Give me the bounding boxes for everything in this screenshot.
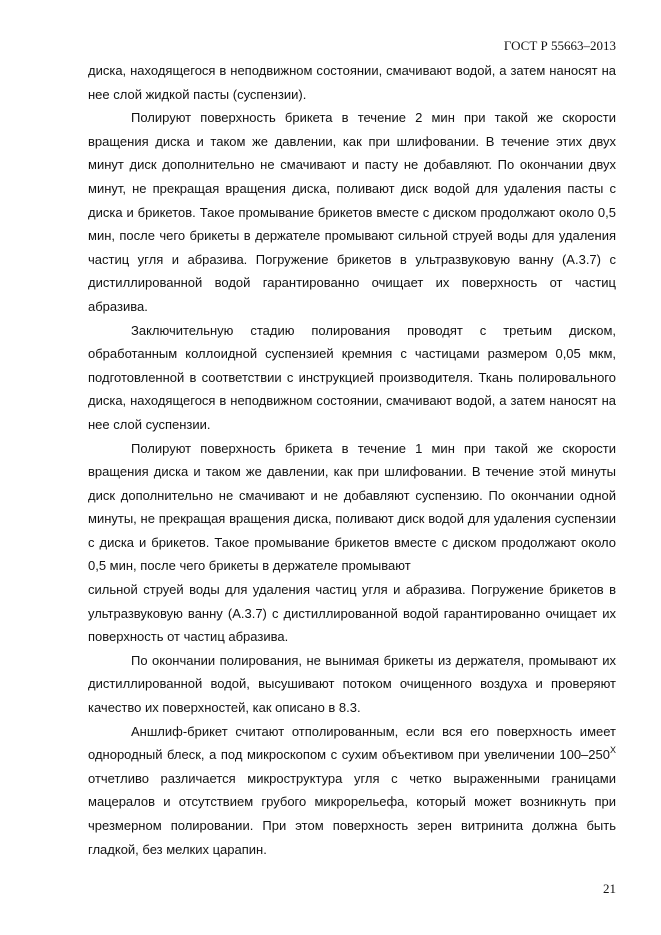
magnification-superscript: Х bbox=[609, 745, 616, 756]
page-number: 21 bbox=[603, 881, 616, 896]
paragraph-6 bbox=[88, 720, 616, 862]
document-body bbox=[88, 59, 616, 861]
paragraph-2: Полируют поверхность брикета в течение 2 мин при такой же скорости вращения диска и таком же давлении, как при шлифовании. В течение этих двух минут диск дополнительно не смачивают и пасту не добавляют. По окончании двух минут, не прекращая вращения диска, поливают диск водой для удаления пасты с диска и брикетов. Такое промывание брикетов вместе с диском продолжают около 0,5 мин, после чего брикеты в держателе промывают сильной струей воды для удаления частиц угля и абразива. Погружение брикетов в ультразвуковую ванну (А.3.7) с дистиллированной водой гарантированно очищает их поверхность от частиц абразива. bbox=[88, 110, 616, 314]
paragraph-5: По окончании полирования, не вынимая брикеты из держателя, промывают их дистиллированной водой, высушивают потоком очищенного воздуха и проверяют качество их поверхностей, как описано в 8.3. bbox=[88, 652, 616, 716]
paragraph-4b: сильной струей воды для удаления частиц угля и абразива. Погружение брикетов в ультразвуковую ванну (А.3.7) с дистиллированной водой гарантированно очищает их поверхность от частиц абразива. bbox=[88, 582, 616, 645]
paragraph-6-before: Аншлиф-брикет считают отполированным, если вся его поверхность имеет однородный блеск, а под микроскопом с сухим объективом при увеличении 100–250 bbox=[88, 723, 616, 763]
paragraph-6-after: отчетливо различается микроструктура угля с четко выраженными границами мацералов и отсутствием грубого микрорельефа, который может возникнуть при чрезмерном полировании. При этом поверхность зерен витринита должна быть гладкой, без мелких царапин. bbox=[88, 770, 616, 857]
paragraph-1: диска, находящегося в неподвижном состоянии, смачивают водой, а затем наносят на нее слой жидкой пасты (суспензии). bbox=[88, 63, 616, 102]
paragraph-4a: Полируют поверхность брикета в течение 1 мин при такой же скорости вращения диска и таком же давлении, как при шлифовании. В течение этой минуты диск дополнительно не смачивают и не добавляют суспензию. По окончании одной минуты, не прекращая вращения диска, поливают диск водой для удаления суспензии с диска и брикетов. Такое промывание брикетов вместе с диском продолжают около 0,5 мин, после чего брикеты в держателе промывают bbox=[88, 440, 616, 574]
paragraph-3: Заключительную стадию полирования проводят с третьим диском, обработанным коллоидной суспензией кремния с частицами размером 0,05 мкм, подготовленной в соответствии с инструкцией производителя. Ткань полировального диска, находящегося в неподвижном состоянии, смачивают водой, а затем наносят на нее слой суспензии. bbox=[88, 322, 616, 432]
standard-header: ГОСТ Р 55663–2013 bbox=[503, 38, 616, 53]
